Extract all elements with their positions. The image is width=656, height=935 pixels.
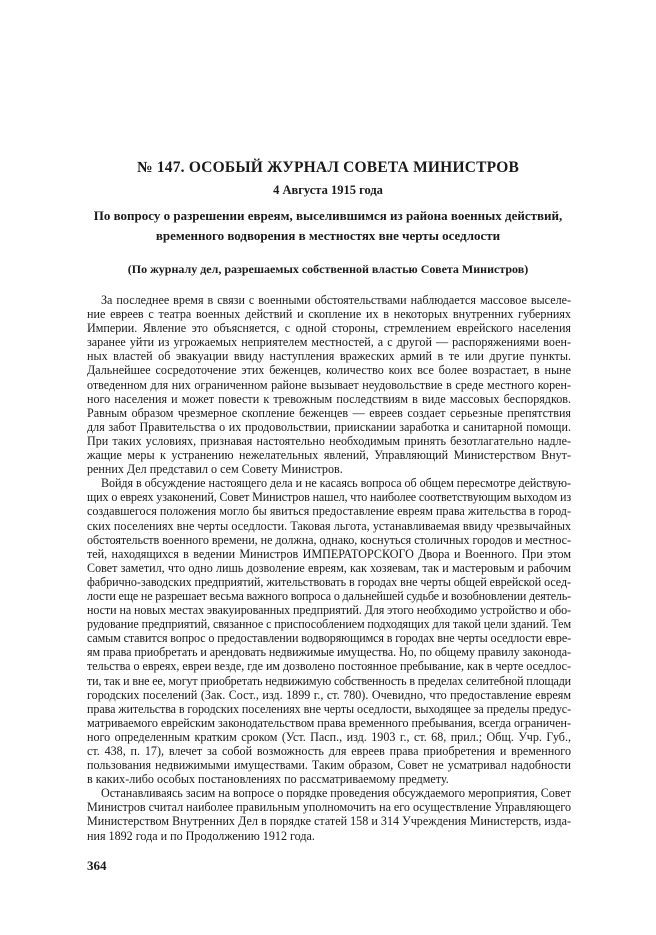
text-line: отведенном для них ограниченном районе вызывает неудовольствие в среде местного корен- — [87, 377, 571, 392]
source-note: (По журналу дел, разрешаемых собственной властью Совета Министров) — [127, 262, 529, 276]
text-line: Войдя в обсуждение настоящего дела и не касаясь вопроса об общем пересмотре действую- — [101, 476, 571, 491]
text-line: в каких-либо особых постановлениях по рассматриваемому предмету. — [87, 772, 449, 787]
paragraph — [87, 786, 571, 842]
text-line: рудование предприятий, связанное с приспособлением подходящих для такой цели зданий. Тем — [87, 617, 571, 632]
text-line: права жительства в городских поселениях вне черты оседлости, выходящее за пределы предус- — [87, 701, 571, 716]
text-line: жащие меры к устранению нежелательных явлений, Управляющий Министерством Внут- — [87, 448, 571, 463]
text-line: пользования недвижимыми имуществами. Таким образом, Совет не усматривал надобности — [87, 758, 571, 773]
text-line: ного определенным кратким сроком (Уст. Пасп., изд. 1903 г., ст. 68, прил.; Общ. Учр. Губ., — [87, 729, 571, 744]
text-line: ти, так и вне ее, могут приобретать недвижимую собственность в пределах селитебной площади — [87, 673, 571, 688]
text-line: обстоятельств военного времени, не должна, однако, коснуться столичных городов и местнос- — [87, 532, 571, 547]
text-line: заранее уйти из угрожаемых неприятелем местностей, а с другой — распоряжениями воен- — [87, 335, 571, 350]
document-title: № 147. ОСОБЫЙ ЖУРНАЛ СОВЕТА МИНИСТРОВ — [136, 159, 520, 176]
text-line: Равным образом чрезмерное скопление беженцев — евреев создает серьезные препятствия — [87, 405, 571, 420]
page-number: 364 — [87, 858, 107, 873]
text-line: тельства о евреях, евреи везде, где им дозволено постоянное пребывание, как в черте оседлос- — [87, 659, 571, 674]
text-line: ного населения и может повести к тревожным последствиям в виде массовых беспорядков. — [87, 391, 571, 406]
text-line: тей, находящихся в ведении Министров ИМПЕРАТОРСКОГО Двора и Военного. При этом — [87, 546, 571, 561]
text-line: городских поселений (Зак. Сост., изд. 1899 г., ст. 780). Очевидно, что предоставление евреям — [87, 687, 571, 702]
text-line: ных властей об эвакуации ввиду наступления вражеских армий в те или другие пункты. — [87, 349, 571, 364]
text-line: Министерством Внутренних Дел в порядке статей 158 и 314 Учреждения Министерств, изда- — [87, 814, 571, 829]
text-line: Совет заметил, что одно лишь дозволение евреям, как хозяевам, так и мастеровым и рабочим — [87, 560, 571, 575]
text-line: ности на новых местах эвакуированных предприятий. Для этого необходимо устройство и обо- — [87, 603, 571, 618]
text-line: ние евреев с театра военных действий и скопление их в некоторых внутренних губерниях — [87, 307, 571, 322]
text-line: для забот Правительства о их продовольствии, приискании заработка и санитарной помощи. — [87, 419, 571, 434]
text-line: ст. 438, п. 17), влечет за собой возможность для евреев права приобретения и временного — [87, 744, 571, 758]
document-date: 4 Августа 1915 года — [273, 183, 383, 197]
text-line: ренних Дел представил о сем Совету Министров. — [87, 462, 343, 477]
text-line: ния 1892 года и по Продолжению 1912 года. — [87, 828, 315, 843]
subtitle-line: временного водворения в местностях вне черты оседлости — [155, 228, 501, 243]
text-line: фабрично-заводских предприятий, жительствовать в городах вне черты общей еврейской осед- — [87, 574, 571, 589]
text-line: Останавливаясь засим на вопросе о порядке проведения обсуждаемого мероприятия, Совет — [101, 786, 571, 801]
text-line: щих о евреях узаконений, Совет Министров нашел, что наиболее соответствующим выходом из — [87, 490, 571, 505]
text-line: Министров считал наиболее правильным уполномочить на его осуществление Управляющего — [87, 800, 571, 815]
text-line: За последнее время в связи с военными обстоятельствами наблюдается массовое выселе- — [101, 293, 571, 307]
text-line: Империи. Явление это объясняется, с одной стороны, стремлением еврейского населения — [87, 321, 571, 336]
paragraph — [87, 293, 571, 476]
text-line: ских поселениях вне черты оседлости. Таковая льгота, устанавливаемая ввиду чрезвычайных — [87, 518, 571, 533]
text-line: При таких условиях, признавая настоятельно необходимым принять безотлагательно надле- — [87, 433, 571, 448]
text-line: ям права приобретать и арендовать недвижимые имущества. Но, по общему правилу законода- — [87, 645, 571, 660]
document-body — [87, 293, 571, 843]
text-line: матриваемого еврейским законодательством права временного пребывания, всегда ограничен- — [87, 715, 571, 730]
text-line: Дальнейшее сосредоточение этих беженцев, количество коих все более возрастает, в ныне — [87, 363, 571, 378]
text-line: самым ставится вопрос о предоставлении водворяющимся в городах вне черты оседлости евре- — [87, 631, 571, 646]
text-line: лости еще не разрешает весьма важного вопроса о дальнейшей судьбе и возобновлении деятель- — [87, 588, 571, 603]
subtitle-line: По вопросу о разрешении евреям, выселившимся из района военных действий, — [93, 208, 563, 223]
paragraph — [87, 476, 571, 786]
text-line: создавшегося положения могло бы явиться предоставление евреям права жительства в город- — [87, 504, 571, 519]
